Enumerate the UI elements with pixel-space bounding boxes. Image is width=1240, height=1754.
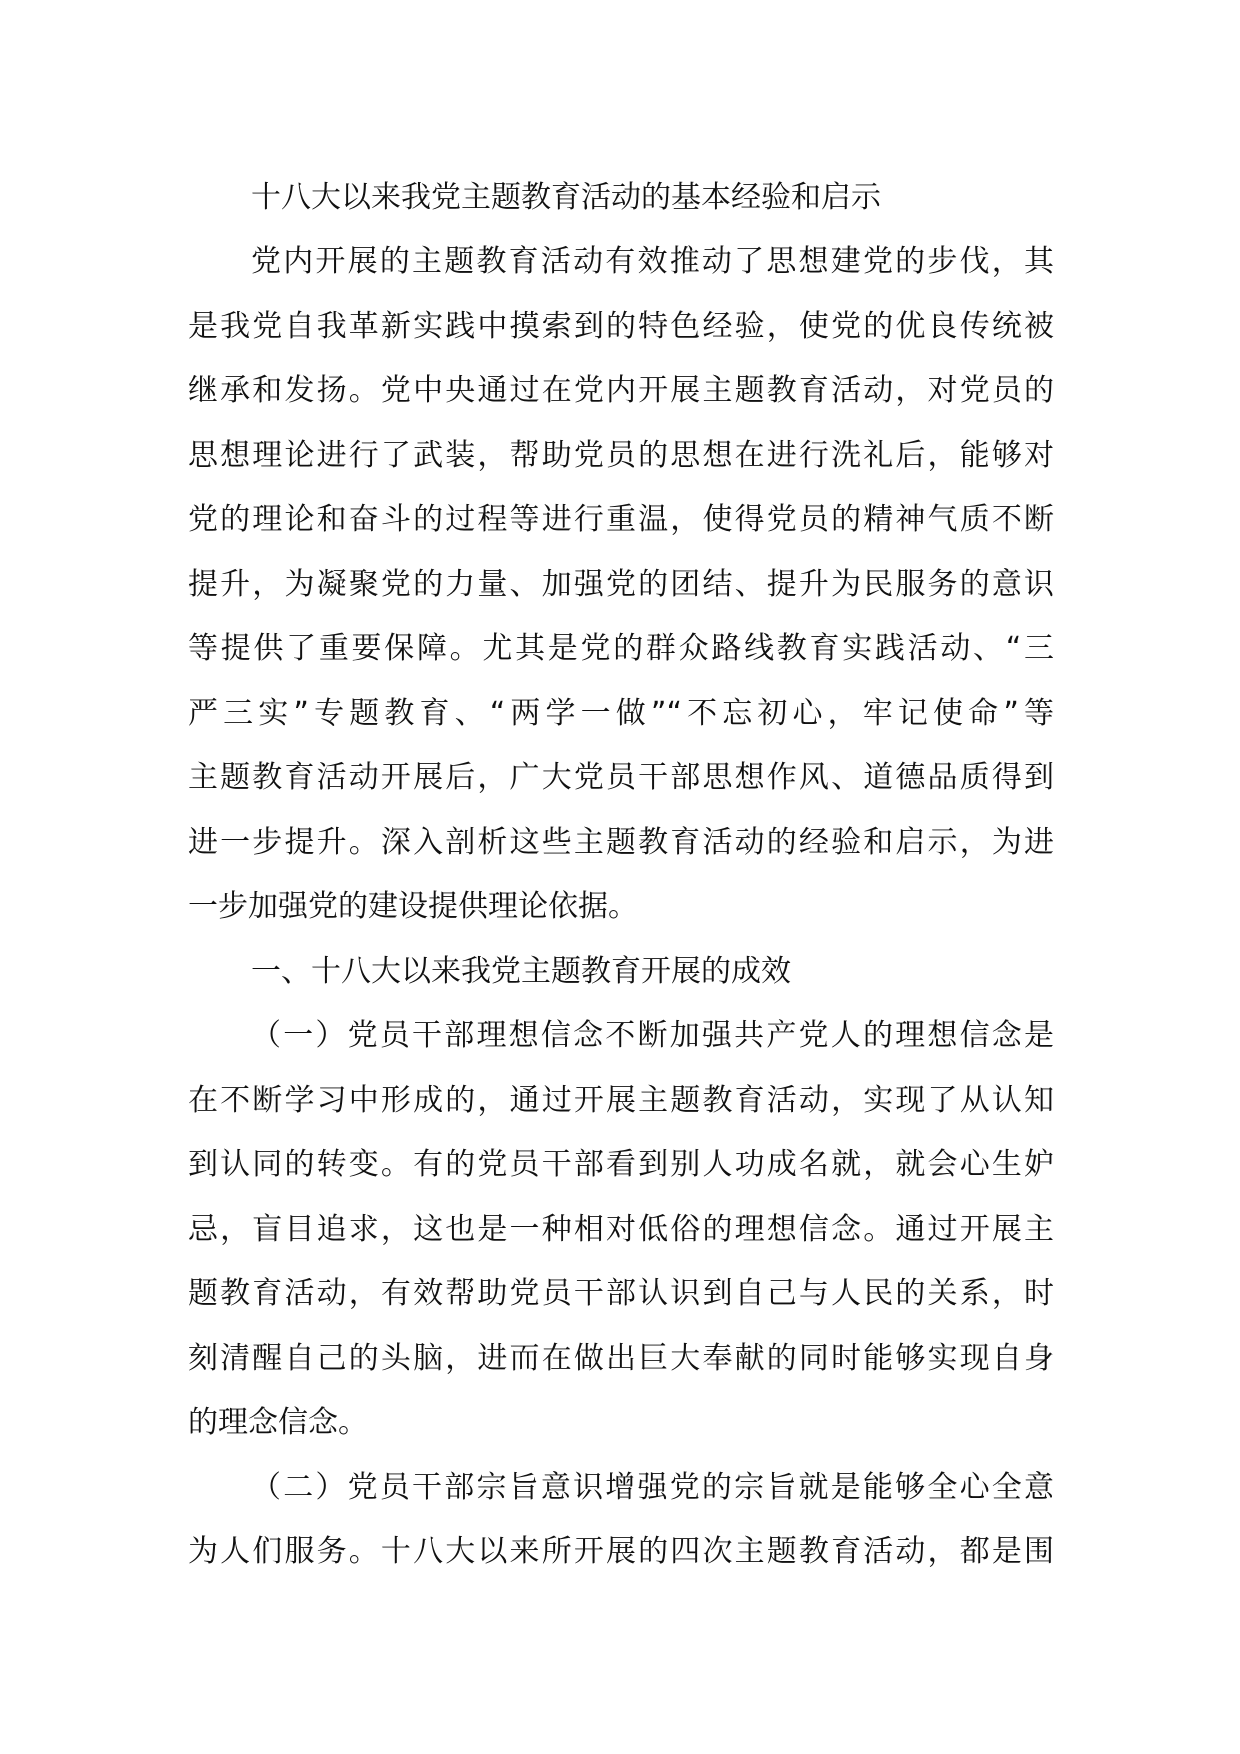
paragraph-line: 一步加强党的建设提供理论依据。 [188,889,638,924]
section-heading: 一、十八大以来我党主题教育开展的成效 [251,953,791,989]
paragraph-line: 的理念信念。 [188,1405,368,1440]
paragraph-line: 刻清醒自己的头脑，进而在做出巨大奉献的同时能够实现自身 [188,1340,1054,1376]
paragraph-line: 进一步提升。深入剖析这些主题教育活动的经验和启示，为进 [188,824,1054,860]
paragraph-intro [188,230,1054,940]
paragraph-line: 党的理论和奋斗的过程等进行重温，使得党员的精神气质不断 [188,502,1054,537]
paragraph-line: 忌，盲目追求，这也是一种相对低俗的理想信念。通过开展主 [188,1211,1054,1247]
paragraph-line: 继承和发扬。党中央通过在党内开展主题教育活动，对党员的 [188,373,1054,408]
paragraph-line: 思想理论进行了武装，帮助党员的思想在进行洗礼后，能够对 [188,437,1054,473]
paragraph-line: 为人们服务。十八大以来所开展的四次主题教育活动，都是围 [188,1534,1054,1569]
paragraph-line: （一）党员干部理想信念不断加强共产党人的理想信念是 [251,1018,1054,1053]
paragraph-ideals [188,1004,1054,1456]
document-body [188,166,1054,1585]
paragraph-line: 题教育活动，有效帮助党员干部认识到自己与人民的关系，时 [188,1276,1054,1311]
paragraph-line: 是我党自我革新实践中摸索到的特色经验，使党的优良传统被 [188,308,1054,344]
paragraph-line: （二）党员干部宗旨意识增强党的宗旨就是能够全心全意 [251,1469,1054,1505]
document-title: 十八大以来我党主题教育活动的基本经验和启示 [251,180,881,215]
paragraph-line: 到认同的转变。有的党员干部看到别人功成名就，就会心生妒 [188,1147,1054,1182]
paragraph-line: 主题教育活动开展后，广大党员干部思想作风、道德品质得到 [188,760,1054,795]
paragraph-line: 提升，为凝聚党的力量、加强党的团结、提升为民服务的意识 [188,566,1054,602]
paragraph-line: 党内开展的主题教育活动有效推动了思想建党的步伐，其 [251,244,1054,279]
paragraph-purpose [188,1456,1054,1585]
paragraph-line: 等提供了重要保障。尤其是党的群众路线教育实践活动、“三 [188,631,1054,666]
paragraph-line: 在不断学习中形成的，通过开展主题教育活动，实现了从认知 [188,1082,1054,1118]
paragraph-line: 严三实”专题教育、“两学一做”“不忘初心，牢记使命”等 [188,695,1054,731]
